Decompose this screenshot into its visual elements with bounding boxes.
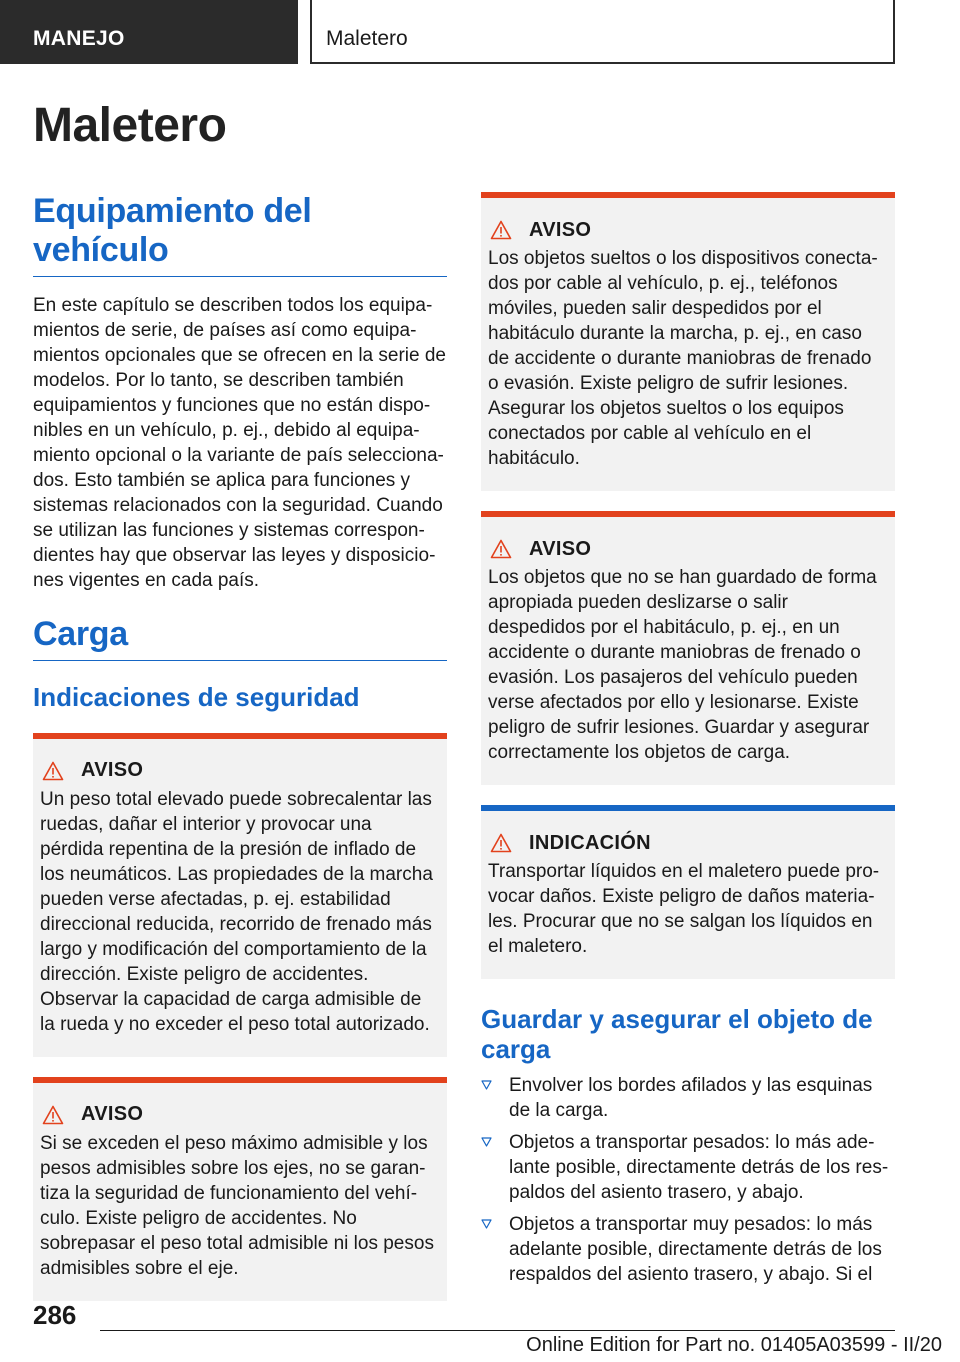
notice-header: [488, 829, 885, 857]
warning-triangle-icon: [42, 761, 64, 781]
notice-text: Los objetos sueltos o los dispositivos conectados por cable al vehículo, p. ej., teléfonos móviles, pueden salir despedidos por el habitáculo durante la marcha, p. ej., en caso de accidente o durante maniobras de frenado o evasión. Existe peligro de sufrir lesiones. Asegurar los objetos sueltos o los equipos conectados por cable al vehículo en el habitáculo.: [488, 248, 878, 469]
list-item-text: Objetos a transportar muy pesados: lo más adelante posible, directamente detrás de los respaldos del asiento trasero, y abajo. Si el: [509, 1213, 882, 1285]
right-column: [481, 192, 895, 1294]
notice-header: [40, 1101, 437, 1129]
notice-text: Los objetos que no se han guardado de forma apropiada pueden deslizarse o salir despedidos por el habitáculo, p. ej., en un accidente o durante maniobras de frenado o evasión. Los pasajeros del vehículo pueden verse afectados por ello y lesionarse. Existe peligro de sufrir lesiones. Guardar y asegurar correctamente los objetos de carga.: [488, 567, 877, 763]
footer-divider: [100, 1330, 895, 1331]
notice-title: AVISO: [529, 218, 592, 241]
warning-notice-3: [481, 192, 895, 491]
notice-title: AVISO: [529, 537, 592, 560]
list-item: [481, 1073, 895, 1123]
warning-triangle-icon: [490, 833, 512, 853]
warning-notice-1: [33, 733, 447, 1057]
heading-carga: Carga: [33, 615, 447, 661]
notice-header: [40, 757, 437, 785]
info-notice: [481, 805, 895, 979]
warning-triangle-icon: [490, 220, 512, 240]
left-column: [33, 192, 447, 1301]
notice-text: Si se exceden el peso máximo admisible y los pesos admisibles sobre los ejes, no se garantiza la seguridad de funcionamiento del vehículo. Existe peligro de accidentes. No sobrepasar el peso total admisible ni los pesos admisibles sobre el eje.: [40, 1132, 434, 1279]
warning-triangle-icon: [42, 1105, 64, 1125]
warning-notice-2: [33, 1077, 447, 1301]
list-item: [481, 1212, 895, 1287]
triangle-bullet-icon: [481, 1080, 492, 1090]
page-number: 286: [33, 1300, 77, 1330]
list-item-text: Envolver los bordes afilados y las esquinas de la carga.: [509, 1074, 873, 1121]
page-title: Maletero: [33, 99, 227, 152]
list-item: [481, 1130, 895, 1205]
notice-header: [488, 216, 885, 244]
triangle-bullet-icon: [481, 1219, 492, 1229]
list-item-text: Objetos a transportar pesados: lo más adelante posible, directamente detrás de los respaldos del asiento trasero, y abajo.: [509, 1131, 889, 1203]
header-topic-label: Maletero: [310, 0, 895, 64]
heading-store-cargo: Guardar y asegurar el objeto de carga: [481, 1004, 873, 1064]
footer-edition-text: Online Edition for Part no. 01405A03599 - II/20: [526, 1334, 942, 1356]
heading-safety: Indicaciones de seguridad: [33, 682, 360, 712]
notice-text: Un peso total elevado puede sobrecalentar las ruedas, dañar el interior y provocar una pérdida repentina de la presión de inflado de los neumáticos. Las propiedades de la marcha pueden verse afectadas, p. ej. estabilidad direccional reducida, recorrido de frenado más largo y modificación del comportamiento de la dirección. Existe peligro de accidentes. Observar la capacidad de carga admisible de la rueda y no exceder el peso total autorizado.: [40, 788, 433, 1035]
notice-title: AVISO: [81, 759, 144, 782]
equipment-paragraph: En este capítulo se describen todos los equipamientos de serie, de países así como equipamientos opcionales que se ofrecen en la serie de modelos. Por lo tanto, se describen también equipamientos y funciones que no están disponibles en un vehículo, p. ej., debido al equipamiento opcional o la variante de país seleccionados. Esto también se aplica para funciones y sistemas relacionados con la seguridad. Cuando se utilizan las funciones y sistemas correspondientes hay que observar las leyes y disposiciones vigentes en cada país.: [33, 295, 446, 591]
heading-equipment: Equipamiento del vehículo: [33, 192, 447, 277]
triangle-bullet-icon: [481, 1137, 492, 1147]
warning-notice-4: [481, 511, 895, 785]
notice-title: AVISO: [81, 1103, 144, 1126]
warning-triangle-icon: [490, 539, 512, 559]
header-section-label: MANEJO: [0, 0, 298, 64]
notice-title: INDICACIÓN: [529, 831, 651, 854]
notice-text: Transportar líquidos en el maletero puede provocar daños. Existe peligro de daños materiales. Procurar que no se salgan los líquidos en el maletero.: [488, 861, 880, 957]
notice-header: [488, 535, 885, 563]
steps-list: [481, 1073, 895, 1287]
